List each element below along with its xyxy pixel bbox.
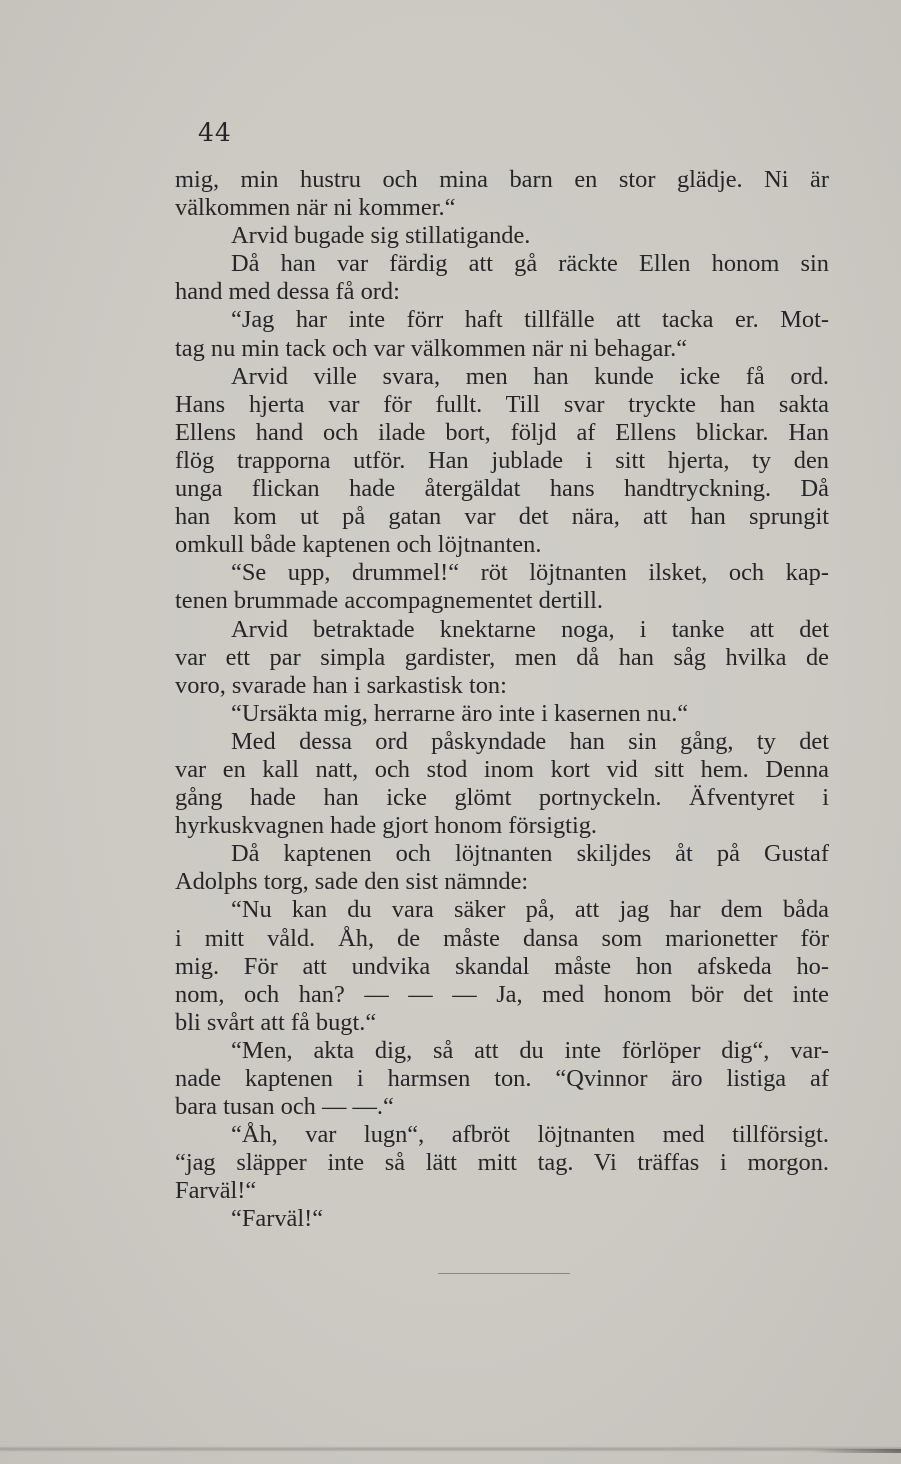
text-line: “Nu kan du vara säker på, att jag har dem båda (231, 896, 829, 924)
text-line: Hans hjerta var för fullt. Till svar tryckte han sakta (175, 390, 829, 418)
text-line: nade kaptenen i harmsen ton. “Qvinnor äro listiga af (175, 1065, 829, 1092)
text-line: “Jag har inte förr haft tillfälle att tacka er. Mot- (231, 306, 829, 334)
text-line: Adolphs torg, sade den sist nämnde: (175, 868, 529, 896)
text-line: var en kall natt, och stod inom kort vid sitt hem. Denna (175, 755, 829, 783)
text-line: hyrkuskvagnen hade gjort honom försigtig. (175, 812, 598, 840)
text-line: Arvid ville svara, men han kunde icke få ord. (231, 362, 829, 390)
text-line: han kom ut på gatan var det nära, att han sprungit (175, 503, 829, 531)
text-line: mig, min hustru och mina barn en stor glädje. Ni är (175, 166, 829, 193)
text-line: var ett par simpla gardister, men då han såg hvilka de (175, 643, 829, 671)
text-line: gång hade han icke glömt portnyckeln. Äfventyret i (175, 784, 829, 812)
text-line: Då han var färdig att gå räckte Ellen honom sin (231, 250, 829, 278)
text-line: Då kaptenen och löjtnanten skiljdes åt på Gustaf (231, 840, 829, 868)
text-line: hand med dessa få ord: (175, 278, 400, 306)
text-line: bara tusan och — —.“ (175, 1093, 394, 1121)
section-divider (438, 1273, 570, 1274)
text-line: omkull både kaptenen och löjtnanten. (175, 531, 542, 559)
text-line: välkommen när ni kommer.“ (175, 194, 456, 222)
page-text (175, 166, 829, 1234)
text-line: “Farväl!“ (231, 1205, 324, 1233)
text-line: tag nu min tack och var välkommen när ni behagar.“ (175, 334, 688, 362)
text-line: “jag släpper inte så lätt mitt tag. Vi träffas i morgon. (175, 1149, 829, 1177)
page-bottom-edge (0, 1446, 901, 1452)
text-line: “Ursäkta mig, herrarne äro inte i kasernen nu.“ (231, 699, 689, 727)
text-line: tenen brummade accompagnementet dertill. (175, 587, 604, 615)
text-line: mig. För att undvika skandal måste hon afskeda ho- (175, 952, 829, 980)
text-line: Ellens hand och ilade bort, följd af Ellens blickar. Han (175, 418, 829, 446)
text-line: voro, svarade han i sarkastisk ton: (175, 671, 507, 699)
text-line: nom, och han? — — — Ja, med honom bör det inte (175, 980, 829, 1008)
text-line: unga flickan hade återgäldat hans handtryckning. Då (175, 475, 829, 503)
text-line: “Men, akta dig, så att du inte förlöper dig“, var- (231, 1036, 829, 1064)
text-line: Arvid bugade sig stillatigande. (231, 222, 531, 250)
text-line: flög trapporna utför. Han jublade i sitt hjerta, ty den (175, 446, 829, 474)
text-line: “Åh, var lugn“, afbröt löjtnanten med tillförsigt. (231, 1121, 829, 1149)
page-number: 44 (198, 118, 232, 147)
text-line: bli svårt att få bugt.“ (175, 1008, 377, 1036)
page-corner-shadow (811, 1449, 901, 1453)
text-line: Med dessa ord påskyndade han sin gång, ty det (231, 727, 829, 755)
text-line: Arvid betraktade knektarne noga, i tanke att det (231, 615, 829, 643)
text-line: Farväl!“ (175, 1177, 257, 1205)
text-line: i mitt våld. Åh, de måste dansa som marionetter för (175, 924, 829, 952)
text-line: “Se upp, drummel!“ röt löjtnanten ilsket, och kap- (231, 559, 829, 587)
